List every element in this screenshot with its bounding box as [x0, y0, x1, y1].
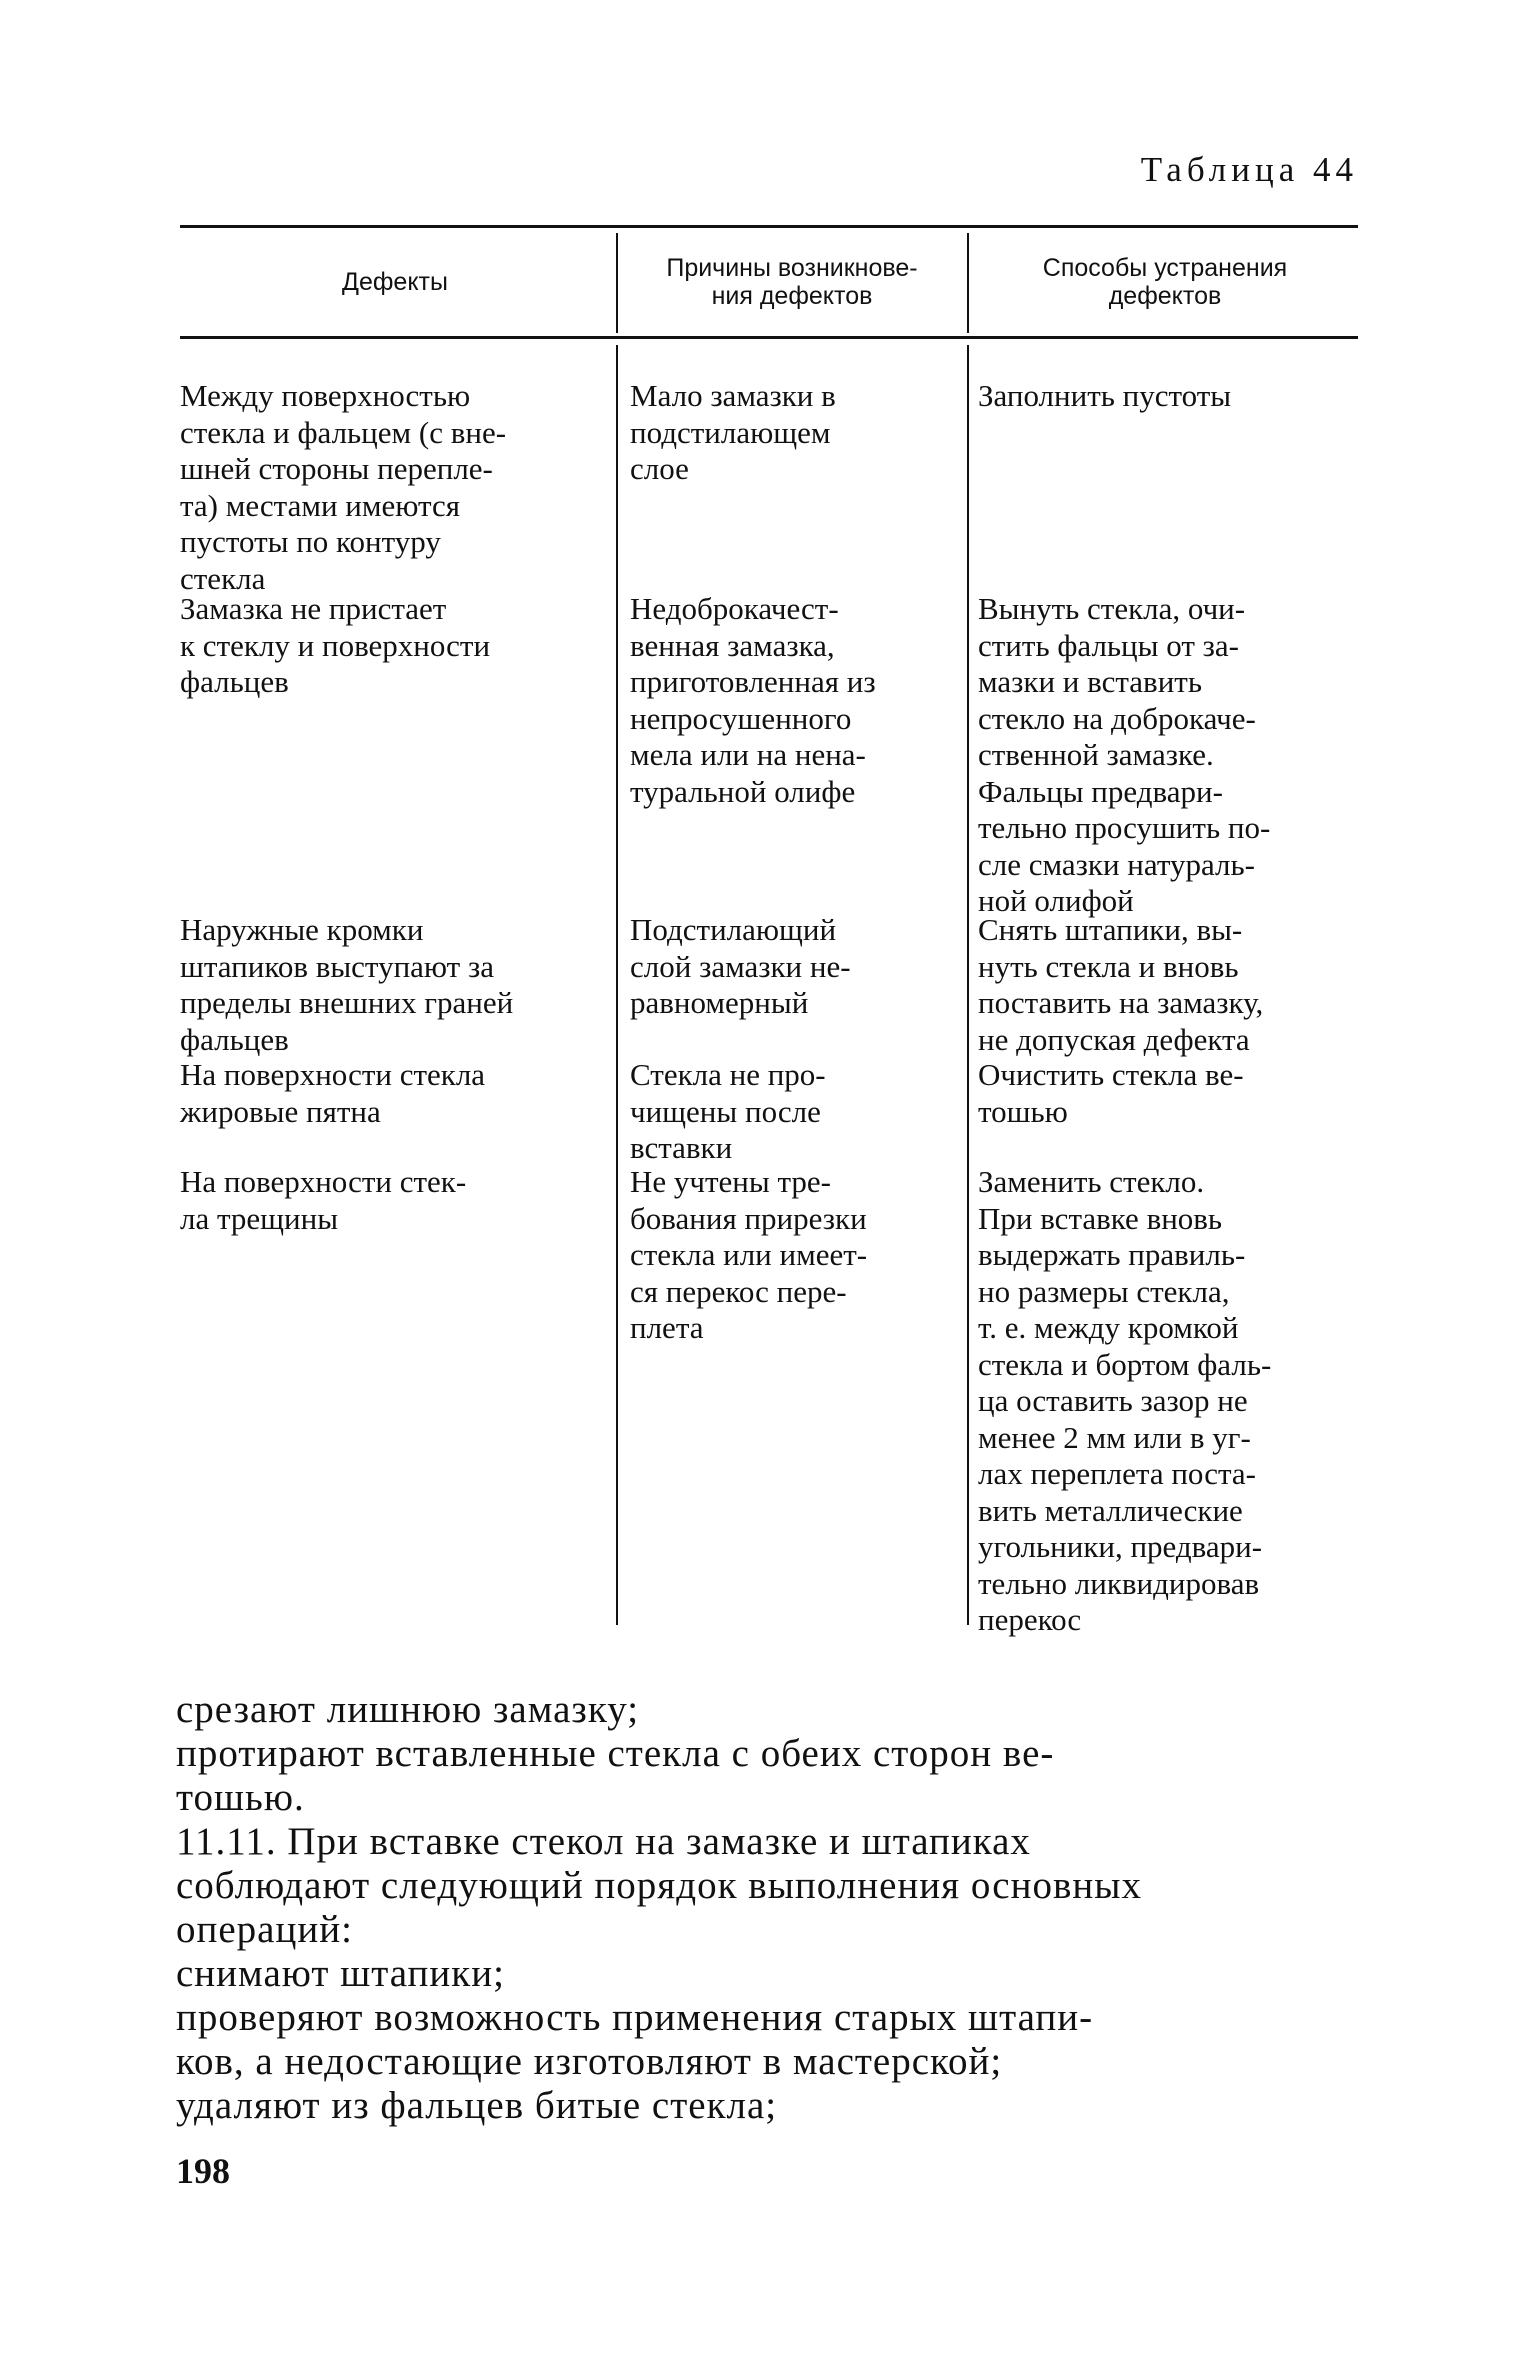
header-column-divider [616, 233, 618, 333]
header-causes: Причины возникнове- ния дефектов [666, 254, 918, 310]
paragraph: проверяют возможность применения старых штапи- ков, а недостающие изготовляют в мастерской; [176, 1996, 1094, 2083]
body-text [176, 1688, 1356, 2128]
table-cell-remedy: Заполнить пустоты [978, 378, 1232, 413]
table-cell-defect: Замазка не пристает к стеклу и поверхности фальцев [180, 591, 491, 699]
table-cell-remedy: Заменить стекло. При вставке вновь выдержать правиль- но размеры стекла, т. е. между кромкой стекла и бортом фаль- ца оставить зазор не менее 2 мм или в уг- лах переплета поста- вить металлические угольники, предвари- тельно ликвидировав перекос [978, 1164, 1272, 1637]
table-cell-defect: На поверхности стекла жировые пятна [180, 1057, 486, 1129]
header-defects: Дефекты [342, 268, 448, 296]
header-remedies: Способы устранения дефектов [1042, 254, 1288, 310]
table-cell-cause: Подстилающий слой замазки не- равномерный [630, 912, 851, 1020]
table-top-rule [180, 225, 1358, 228]
paragraph: 11.11. При вставке стекол на замазке и штапиках соблюдают следующий порядок выполнения основных операций: [176, 1820, 1142, 1951]
paragraph: срезают лишнюю замазку; [176, 1688, 640, 1731]
table-cell-remedy: Очистить стекла ве- тошью [978, 1057, 1244, 1129]
table-cell-remedy: Вынуть стекла, очи- стить фальцы от за- мазки и вставить стекло на доброкаче- ственной замазке. Фальцы предвари- тельно просушить по- сле смазки натураль- ной олифой [978, 591, 1271, 918]
body-column-divider [967, 345, 969, 1625]
body-column-divider [616, 345, 618, 1625]
header-column-divider [967, 233, 969, 333]
paragraph: протирают вставленные стекла с обеих сторон ве- тошью. [176, 1732, 1055, 1819]
table-cell-cause: Не учтены тре- бования прирезки стекла или имеет- ся перекос пере- плета [630, 1164, 868, 1345]
page-number: 198 [176, 2151, 230, 2191]
table-cell-defect: Между поверхностью стекла и фальцем (с вне- шней стороны перепле- та) местами имеются пустоты по контуру стекла [180, 378, 507, 596]
table-cell-defect: Наружные кромки штапиков выступают за пределы внешних граней фальцев [180, 912, 514, 1057]
paragraph: удаляют из фальцев битые стекла; [176, 2084, 778, 2127]
table-cell-cause: Стекла не про- чищены после вставки [630, 1057, 826, 1165]
table-caption: Таблица 44 [1140, 150, 1358, 189]
paragraph: снимают штапики; [176, 1952, 505, 1995]
table-cell-defect: На поверхности стек- ла трещины [180, 1164, 467, 1236]
table-cell-cause: Мало замазки в подстилающем слое [630, 378, 836, 486]
table-cell-cause: Недоброкачест- венная замазка, приготовленная из непросушенного мела или на нена- туральной олифе [630, 591, 876, 809]
table-cell-remedy: Снять штапики, вы- нуть стекла и вновь поставить на замазку, не допуская дефекта [978, 912, 1264, 1057]
table-header-rule [180, 336, 1358, 339]
